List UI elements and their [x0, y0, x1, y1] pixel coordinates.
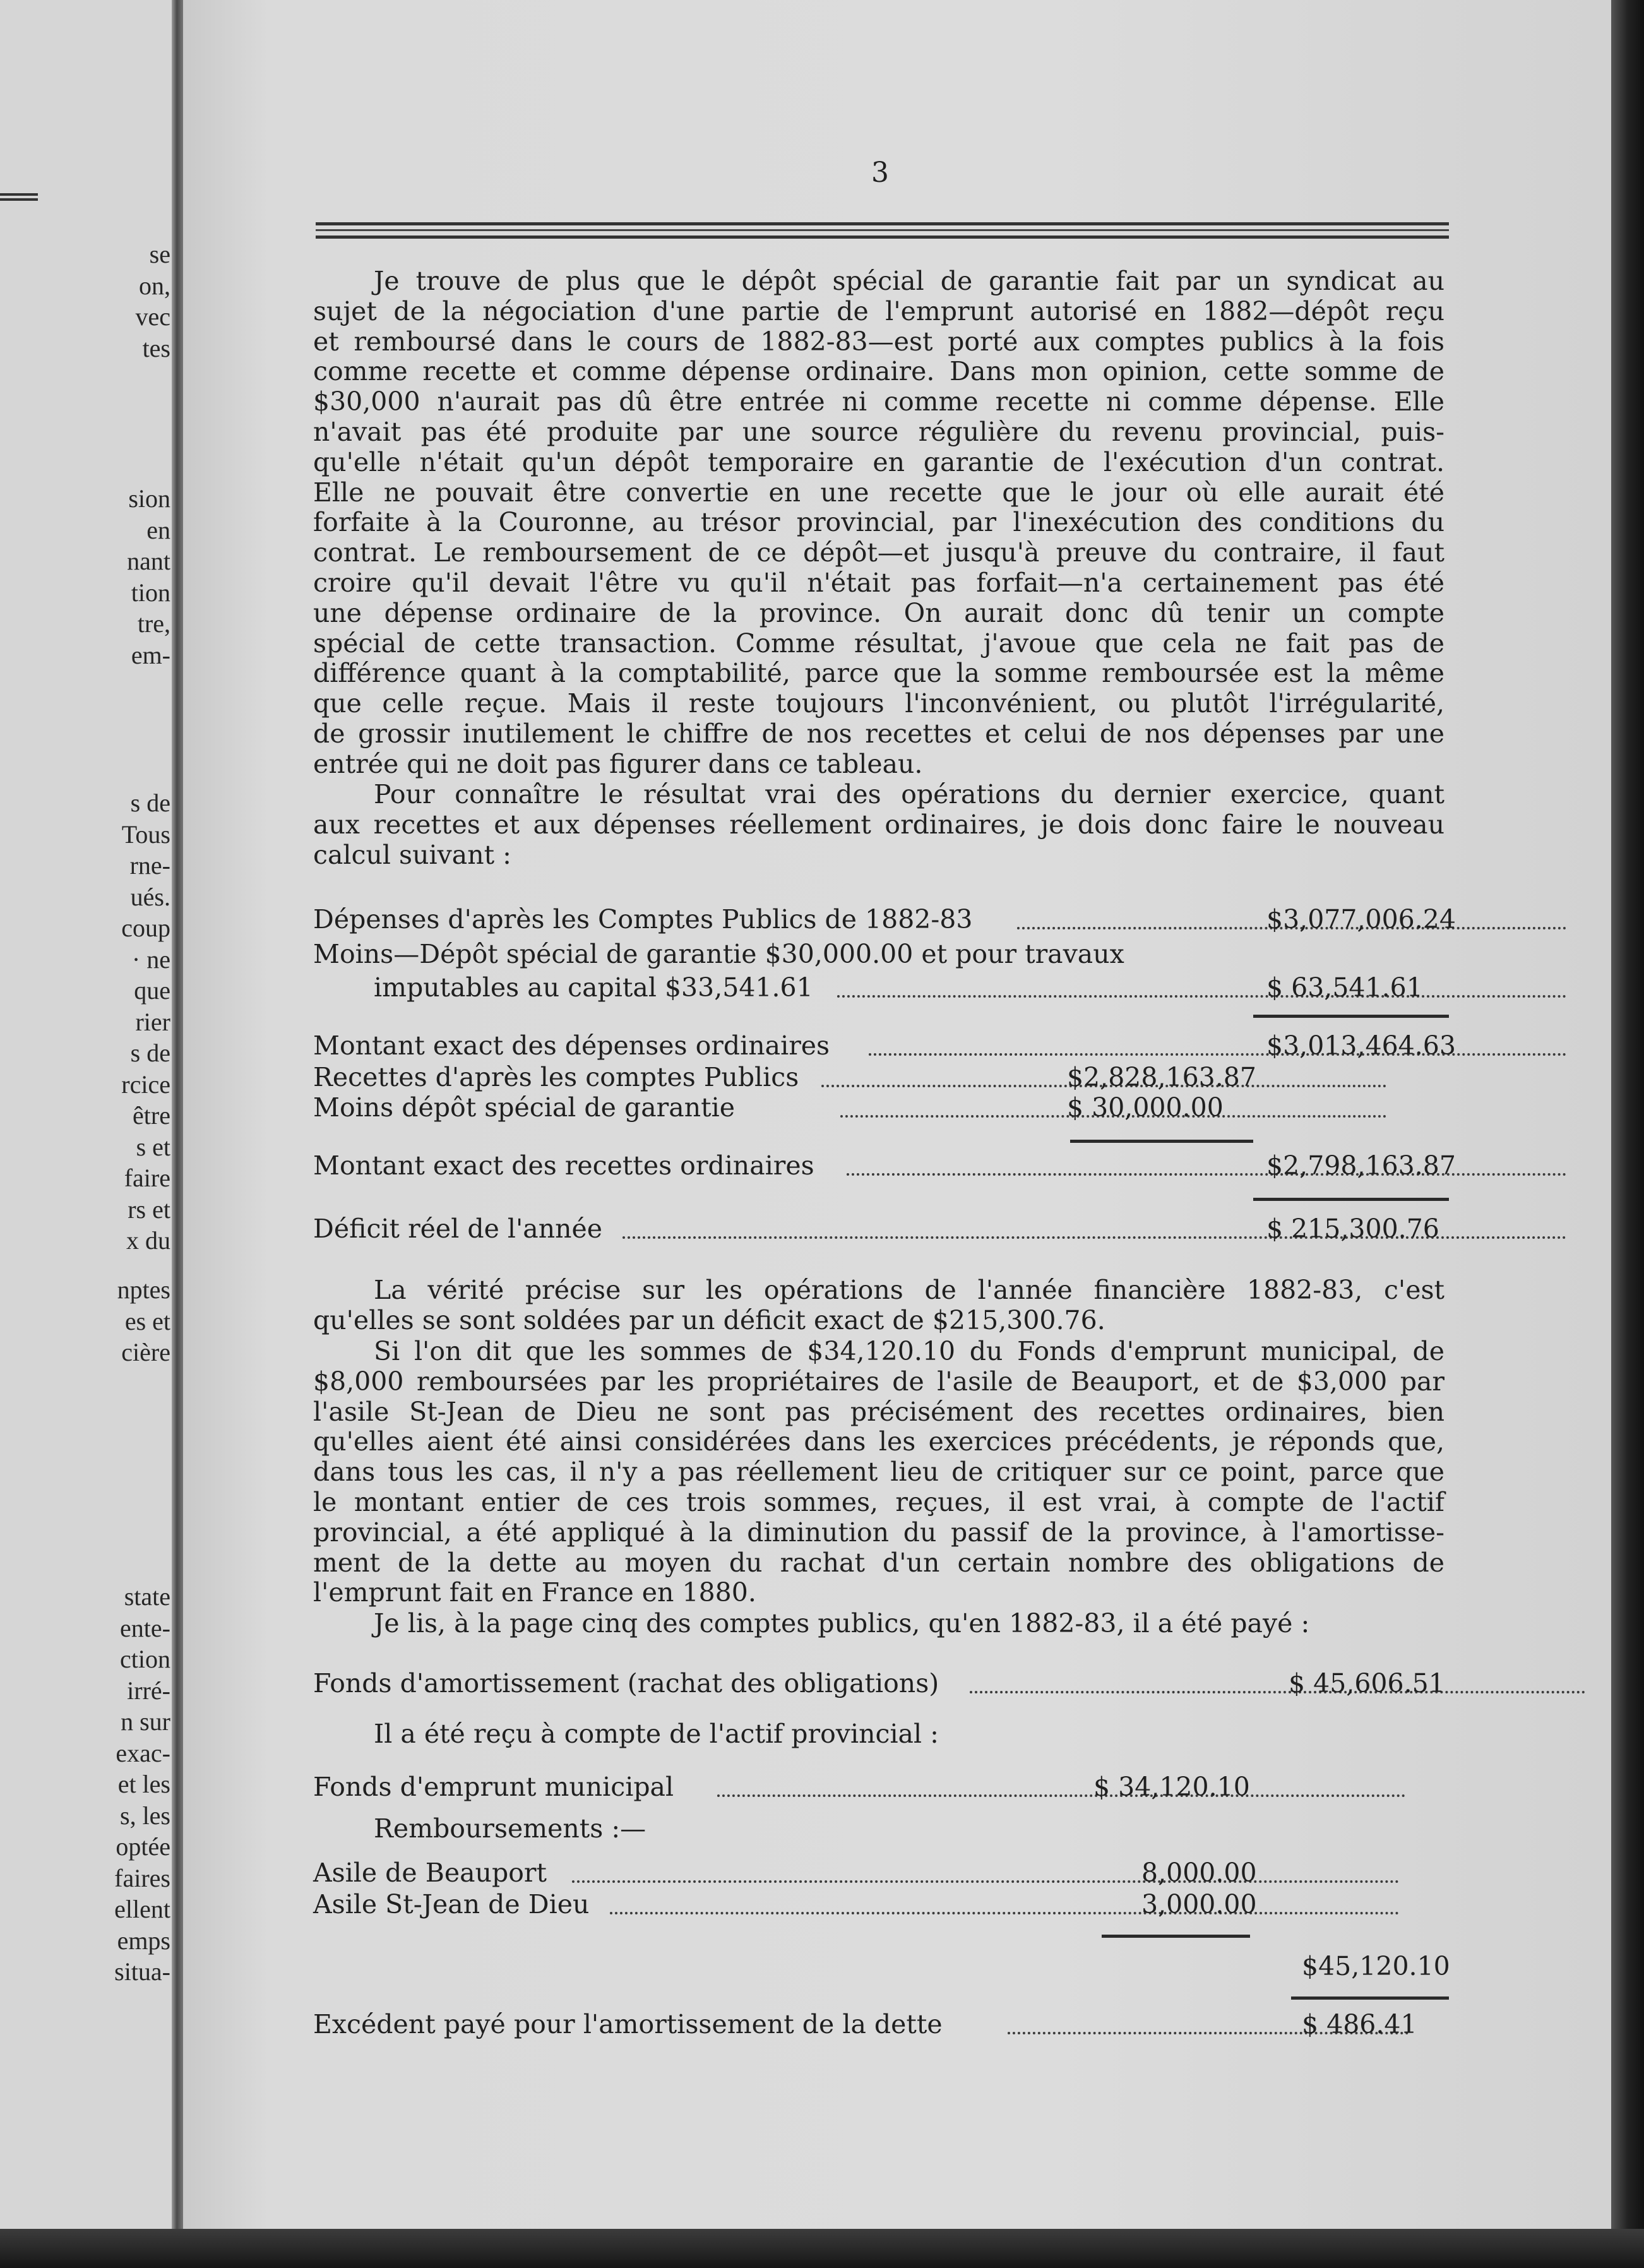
fragment-line: rier — [135, 1007, 170, 1036]
fragment-line: que — [134, 976, 170, 1005]
ledger-row-moins-2 — [313, 971, 1448, 1004]
text-line: $8,000 remboursées par les propriétaires de l'asile de Beauport, et de $3,000 par — [313, 1366, 1444, 1397]
fragment-line: ente- — [120, 1613, 170, 1642]
fragment-line: emps — [117, 1926, 170, 1955]
fragment-line: irré- — [127, 1676, 170, 1705]
fragment-line: tes — [142, 333, 170, 362]
ledger-row-recu — [313, 1717, 1448, 1750]
fragment-line: nant — [127, 547, 170, 575]
fragment-line: s et — [136, 1132, 170, 1161]
text-line: provincial, a été appliqué à la diminution du passif de la province, à l'amortisse- — [313, 1517, 1444, 1548]
left-fragment-block-4 — [0, 1274, 170, 1368]
fragment-line: être — [133, 1101, 170, 1130]
ledger-row-beauport — [313, 1856, 1448, 1889]
text-line: une dépense ordinaire de la province. On aurait donc dû tenir un compte — [313, 597, 1444, 628]
text-line: dans tous les cas, il n'y a pas réellement lieu de critiquer sur ce point, parce que — [313, 1457, 1444, 1488]
text-line: Si l'on dit que les sommes de $34,120.10 du Fonds d'emprunt municipal, de — [374, 1336, 1444, 1366]
sum-rule — [1070, 1140, 1253, 1143]
ledger-row-moins-depot — [313, 1091, 1448, 1124]
ledger-label: Remboursements :— — [374, 1813, 646, 1844]
sum-rule — [1102, 1935, 1250, 1938]
fragment-line: n sur — [121, 1707, 170, 1736]
text-line: Je trouve de plus que le dépôt spécial de garantie fait par un syndicat au — [374, 266, 1444, 296]
leader-dots — [869, 1053, 1566, 1056]
fragment-line: cière — [121, 1338, 170, 1366]
fragment-line: ellent — [114, 1895, 170, 1923]
ledger-row-excedent — [313, 2008, 1448, 2041]
ledger-amount: $ 34,120.10 — [1093, 1772, 1250, 1802]
ledger-amount: $2,828,163.87 — [1067, 1062, 1256, 1092]
scan-edge-bottom — [0, 2229, 1644, 2268]
ledger-label: Il a été reçu à compte de l'actif provincial : — [374, 1719, 939, 1749]
ledger-amount: $2,798,163.87 — [1266, 1150, 1456, 1181]
sum-rule — [1253, 1015, 1449, 1018]
ledger-label: Dépenses d'après les Comptes Publics de 1882-83 — [313, 904, 973, 934]
fragment-line: exac- — [116, 1738, 170, 1767]
fragment-line: situa- — [114, 1957, 170, 1986]
ledger-amount: $3,077,006.24 — [1266, 904, 1456, 934]
left-fragment-block-2 — [0, 483, 170, 671]
fragment-line: ués. — [130, 882, 170, 911]
page-number: 3 — [871, 157, 889, 189]
leader-dots — [572, 1880, 1399, 1883]
fragment-line: optée — [116, 1832, 170, 1861]
ledger-label: Asile St-Jean de Dieu — [313, 1889, 590, 1919]
fragment-line: on, — [139, 271, 170, 300]
header-rule — [316, 222, 1449, 239]
text-line: La vérité précise sur les opérations de l'année financière 1882-83, c'est — [374, 1275, 1444, 1305]
ledger-row-fonds-emprunt — [313, 1770, 1448, 1803]
text-line: et remboursé dans le cours de 1882-83—est porté aux comptes publics à la fois — [313, 326, 1444, 357]
text-line: n'avait pas été produite par une source régulière du revenu provincial, puis- — [313, 417, 1444, 447]
leader-dots — [847, 1173, 1566, 1176]
text-line: comme recette et comme dépense ordinaire. Dans mon opinion, cette somme de — [313, 356, 1444, 387]
ledger-amount: 3,000.00 — [1141, 1889, 1257, 1919]
ledger-amount: $3,013,464.63 — [1266, 1030, 1456, 1061]
ledger-row-recettes — [313, 1061, 1448, 1094]
ledger-row-montant-depenses — [313, 1029, 1456, 1062]
book-gutter — [172, 0, 183, 2248]
text-line: calcul suivant : — [313, 839, 511, 870]
ledger-label: Fonds d'amortissement (rachat des obligations) — [313, 1668, 939, 1698]
fragment-line: faires — [114, 1863, 170, 1892]
left-fragment-block-5 — [0, 1581, 170, 1988]
ledger-amount: $ 45,606.51 — [1289, 1668, 1445, 1698]
text-line: différence quant à la comptabilité, parce que la somme remboursée est la même — [313, 658, 1444, 689]
ledger-row-stjean — [313, 1888, 1448, 1921]
fragment-line: sion — [128, 484, 170, 513]
ledger-row-montant-recettes — [313, 1149, 1456, 1182]
text-line: forfaite à la Couronne, au trésor provincial, par l'inexécution des conditions du — [313, 507, 1444, 538]
ledger-row-remboursements — [313, 1812, 1448, 1845]
fragment-line: s de — [130, 789, 170, 817]
left-fragment-block-1 — [0, 239, 170, 364]
text-line: aux recettes et aux dépenses réellement ordinaires, je dois donc faire le nouveau — [313, 809, 1444, 840]
fragment-line: faire — [124, 1164, 170, 1192]
leader-dots — [837, 995, 1566, 998]
fragment-line: tion — [131, 578, 170, 607]
ledger-row-total — [313, 1950, 1448, 1983]
text-line: croire qu'il devait l'être vu qu'il n'était pas forfait—n'a certainement pas été — [313, 568, 1444, 598]
ledger-row-depenses — [313, 903, 1456, 936]
scan-edge-right — [1611, 0, 1644, 2268]
left-page-rule — [0, 193, 38, 201]
ledger-label: Montant exact des recettes ordinaires — [313, 1150, 814, 1181]
left-page-fragment — [0, 0, 180, 2229]
ledger-amount: 8,000.00 — [1141, 1858, 1257, 1888]
text-line: Pour connaître le résultat vrai des opérations du dernier exercice, quant — [374, 779, 1444, 809]
text-line: l'emprunt fait en France en 1880. — [313, 1577, 756, 1608]
text-line: que celle reçue. Mais il reste toujours l'inconvénient, ou plutôt l'irrégularité, — [313, 688, 1444, 719]
fragment-line: em- — [131, 640, 170, 669]
ledger-label: Recettes d'après les comptes Publics — [313, 1062, 799, 1092]
fragment-line: se — [149, 240, 170, 268]
text-line: ment de la dette au moyen du rachat d'un certain nombre des obligations de — [313, 1547, 1444, 1578]
fragment-line: et les — [117, 1770, 170, 1798]
text-line: Je lis, à la page cinq des comptes publics, qu'en 1882-83, il a été payé : — [374, 1608, 1310, 1638]
fragment-line: coup — [121, 914, 170, 942]
ledger-label: Déficit réel de l'année — [313, 1214, 603, 1244]
ledger-label: Moins dépôt spécial de garantie — [313, 1092, 735, 1123]
ledger-label: Moins—Dépôt spécial de garantie $30,000.00 et pour travaux — [313, 939, 1124, 969]
ledger-label: imputables au capital $33,541.61 — [374, 972, 813, 1003]
ledger-label: Excédent payé pour l'amortissement de la dette — [313, 2009, 943, 2039]
fragment-line: s, les — [120, 1801, 170, 1830]
ledger-amount: $ 486.41 — [1302, 2009, 1417, 2039]
ledger-amount: $ 30,000.00 — [1067, 1092, 1224, 1123]
text-line: spécial de cette transaction. Comme résultat, j'avoue que cela ne fait pas de — [313, 628, 1444, 659]
sum-rule — [1291, 1996, 1449, 2000]
fragment-line: rs et — [128, 1195, 170, 1224]
fragment-line: rcice — [121, 1070, 170, 1099]
text-line: contrat. Le remboursement de ce dépôt—et jusqu'à preuve du contraire, il faut — [313, 537, 1444, 568]
ledger-row-fonds-amortissement — [313, 1667, 1448, 1700]
fragment-line: ction — [120, 1645, 170, 1673]
fragment-line: nptes — [117, 1275, 170, 1304]
text-line: de grossir inutilement le chiffre de nos recettes et celui de nos dépenses par une — [313, 719, 1444, 749]
ledger-row-deficit — [313, 1212, 1448, 1245]
text-line: qu'elles aient été ainsi considérées dans les exercices précédents, je réponds que, — [313, 1426, 1444, 1457]
text-line: le montant entier de ces trois sommes, reçues, il est vrai, à compte de l'actif — [313, 1487, 1444, 1517]
fragment-line: vec — [135, 302, 170, 331]
leader-dots — [610, 1912, 1399, 1914]
ledger-label: Asile de Beauport — [313, 1858, 547, 1888]
text-line: $30,000 n'aurait pas dû être entrée ni comme recette ni comme dépense. Elle — [313, 386, 1444, 417]
fragment-line: state — [124, 1582, 170, 1611]
text-line: entrée qui ne doit pas figurer dans ce tableau. — [313, 748, 923, 779]
fragment-line: en — [146, 515, 170, 544]
ledger-amount: $ 63,541.61 — [1266, 972, 1423, 1003]
text-line: qu'elles se sont soldées par un déficit exact de $215,300.76. — [313, 1304, 1105, 1335]
ledger-amount: $ 215,300.76 — [1266, 1214, 1439, 1244]
ledger-label: Fonds d'emprunt municipal — [313, 1772, 674, 1802]
ledger-label: Montant exact des dépenses ordinaires — [313, 1030, 830, 1061]
fragment-line: es et — [124, 1306, 170, 1335]
text-line: qu'elle n'était qu'un dépôt temporaire en garantie de l'exécution d'un contrat. — [313, 446, 1444, 477]
left-fragment-block-3 — [0, 787, 170, 1256]
sum-rule — [1253, 1198, 1449, 1201]
ledger-row-moins-1 — [313, 938, 1448, 970]
text-line: Elle ne pouvait être convertie en une recette que le jour où elle aurait été — [313, 477, 1444, 508]
fragment-line: x du — [126, 1226, 170, 1255]
leader-dots — [717, 1794, 1405, 1797]
fragment-line: rne- — [129, 851, 170, 880]
text-line: sujet de la négociation d'une partie de l'emprunt autorisé en 1882—dépôt reçu — [313, 295, 1444, 326]
ledger-amount: $45,120.10 — [1302, 1951, 1450, 1981]
fragment-line: tre, — [137, 609, 170, 638]
text-line: l'asile St-Jean de Dieu ne sont pas précisément des recettes ordinaires, bien — [313, 1396, 1444, 1427]
fragment-line: s de — [130, 1039, 170, 1067]
fragment-line: · ne — [131, 945, 170, 974]
fragment-line: Tous — [121, 820, 170, 849]
leader-dots — [970, 1691, 1585, 1693]
